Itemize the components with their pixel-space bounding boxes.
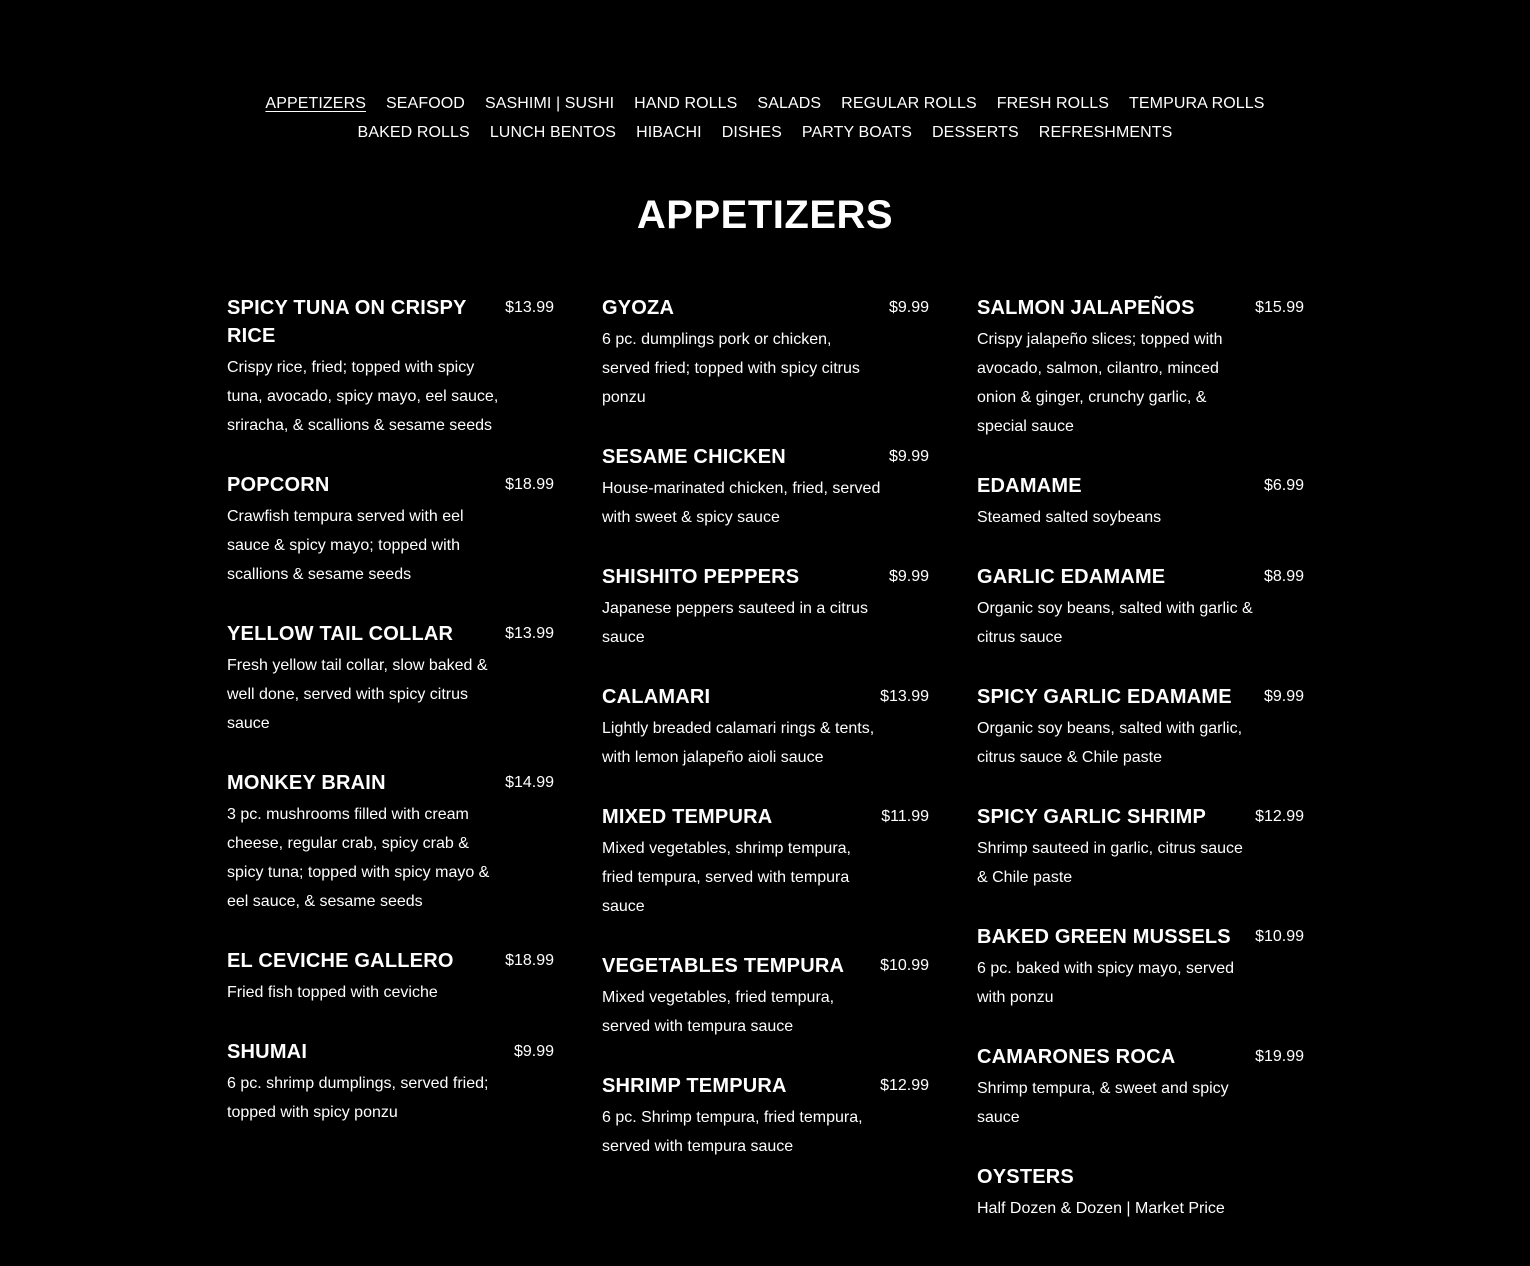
menu-item-header <box>602 952 929 980</box>
menu-item-header <box>227 947 554 975</box>
menu-columns <box>227 294 1304 1254</box>
nav-link-dishes[interactable]: DISHES <box>721 123 782 141</box>
menu-item <box>977 803 1304 892</box>
menu-item-name: SALMON JALAPEÑOS <box>977 297 1195 319</box>
menu-item-price: $15.99 <box>1255 299 1304 316</box>
menu-item-header <box>977 472 1304 500</box>
menu-item-name: GYOZA <box>602 297 675 319</box>
menu-item-description: Shrimp tempura, & sweet and spicy sauce <box>977 1080 1229 1126</box>
menu-item-price: $18.99 <box>505 476 554 493</box>
menu-item-name: EDAMAME <box>977 475 1082 497</box>
nav-link-refreshments[interactable]: REFRESHMENTS <box>1038 123 1173 141</box>
menu-item-name: CALAMARI <box>602 686 711 708</box>
menu-item-name: GARLIC EDAMAME <box>977 566 1166 588</box>
menu-item-header <box>602 803 929 831</box>
menu-item-name: BAKED GREEN MUSSELS <box>977 926 1231 948</box>
menu-item <box>602 294 929 412</box>
menu-item-name: SESAME CHICKEN <box>602 446 786 468</box>
menu-item-price: $19.99 <box>1255 1048 1304 1065</box>
menu-item-price: $9.99 <box>1263 688 1304 705</box>
nav-link-baked-rolls[interactable]: BAKED ROLLS <box>357 123 470 141</box>
menu-item-header <box>977 294 1304 322</box>
menu-item-price: $9.99 <box>888 568 929 585</box>
menu-item-header <box>977 1163 1304 1191</box>
menu-item <box>977 683 1304 772</box>
nav-link-seafood[interactable]: SEAFOOD <box>386 94 465 112</box>
menu-item-price: $6.99 <box>1263 477 1304 494</box>
menu-item-price: $13.99 <box>505 625 554 642</box>
menu-item-description: 3 pc. mushrooms filled with cream cheese, regular crab, spicy crab & spicy tuna; topped with spicy mayo & eel sauce, & sesame seeds <box>227 806 490 910</box>
menu-item <box>227 620 554 738</box>
menu-item-description: Half Dozen & Dozen | Market Price <box>977 1200 1225 1217</box>
menu-item-price: $13.99 <box>505 299 554 316</box>
menu-item-header <box>602 683 929 711</box>
menu-item-header <box>977 683 1304 711</box>
menu-item <box>602 803 929 921</box>
menu-item-price: $12.99 <box>880 1077 929 1094</box>
menu-item-header <box>602 294 929 322</box>
menu-item-header <box>602 563 929 591</box>
menu-item <box>227 471 554 589</box>
menu-item-header <box>227 1038 554 1066</box>
menu-item-name: SHUMAI <box>227 1041 308 1063</box>
menu-item-description: 6 pc. Shrimp tempura, fried tempura, served with tempura sauce <box>602 1109 863 1155</box>
menu-item-description: Organic soy beans, salted with garlic, citrus sauce & Chile paste <box>977 720 1243 766</box>
menu-item-name: CAMARONES ROCA <box>977 1046 1176 1068</box>
menu-item-description: Mixed vegetables, fried tempura, served with tempura sauce <box>602 989 835 1035</box>
menu-item <box>602 1072 929 1161</box>
category-nav <box>0 89 1530 147</box>
menu-item-header <box>977 563 1304 591</box>
menu-item-description: Shrimp sauteed in garlic, citrus sauce & Chile paste <box>977 840 1243 886</box>
menu-item-description: Steamed salted soybeans <box>977 509 1162 526</box>
menu-item-header <box>227 294 554 350</box>
menu-item-price: $9.99 <box>888 299 929 316</box>
category-nav-row-2 <box>0 118 1530 147</box>
menu-item <box>602 683 929 772</box>
nav-link-party-boats[interactable]: PARTY BOATS <box>801 123 913 141</box>
menu-item-description: 6 pc. shrimp dumplings, served fried; topped with spicy ponzu <box>227 1075 489 1121</box>
menu-item-price: $9.99 <box>513 1043 554 1060</box>
menu-item <box>977 1163 1304 1223</box>
menu-column-3 <box>977 294 1304 1254</box>
menu-item-description: Crispy rice, fried; topped with spicy tuna, avocado, spicy mayo, eel sauce, sriracha, & scallions & sesame seeds <box>227 359 499 434</box>
menu-item <box>602 443 929 532</box>
menu-item-price: $9.99 <box>888 448 929 465</box>
menu-item-name: MIXED TEMPURA <box>602 806 773 828</box>
menu-item-header <box>227 620 554 648</box>
menu-item-name: SPICY TUNA ON CRISPY RICE <box>227 297 467 347</box>
nav-link-appetizers[interactable]: APPETIZERS <box>265 94 366 112</box>
menu-item <box>227 947 554 1007</box>
menu-item-description: Mixed vegetables, shrimp tempura, fried tempura, served with tempura sauce <box>602 840 851 915</box>
menu-item-description: 6 pc. baked with spicy mayo, served with ponzu <box>977 960 1235 1006</box>
nav-link-hand-rolls[interactable]: HAND ROLLS <box>634 94 738 112</box>
menu-item-price: $8.99 <box>1263 568 1304 585</box>
menu-item-name: VEGETABLES TEMPURA <box>602 955 845 977</box>
nav-link-tempura-rolls[interactable]: TEMPURA ROLLS <box>1129 94 1265 112</box>
menu-item-header <box>602 1072 929 1100</box>
menu-item-header <box>602 443 929 471</box>
menu-item-name: EL CEVICHE GALLERO <box>227 950 454 972</box>
menu-item-description: Japanese peppers sauteed in a citrus sauce <box>602 600 868 646</box>
menu-column-2 <box>602 294 929 1254</box>
menu-item-name: SHRIMP TEMPURA <box>602 1075 787 1097</box>
menu-item-name: SPICY GARLIC SHRIMP <box>977 806 1207 828</box>
nav-link-desserts[interactable]: DESSERTS <box>932 123 1019 141</box>
menu-item-description: Fried fish topped with ceviche <box>227 984 438 1001</box>
menu-item-price: $18.99 <box>505 952 554 969</box>
nav-link-salads[interactable]: SALADS <box>757 94 822 112</box>
menu-item-header <box>977 923 1304 951</box>
menu-item-price: $10.99 <box>1255 928 1304 945</box>
menu-item <box>977 472 1304 532</box>
nav-link-sashimi-sushi[interactable]: SASHIMI | SUSHI <box>484 94 615 112</box>
menu-item-name: SPICY GARLIC EDAMAME <box>977 686 1232 708</box>
menu-item-price: $11.99 <box>881 808 929 825</box>
menu-column-1 <box>227 294 554 1254</box>
menu-item <box>227 294 554 440</box>
menu-item <box>977 563 1304 652</box>
menu-item-description: Crispy jalapeño slices; topped with avocado, salmon, cilantro, minced onion & ginger, crunchy garlic, & special sauce <box>977 331 1223 435</box>
menu-item <box>602 952 929 1041</box>
nav-link-hibachi[interactable]: HIBACHI <box>636 123 702 141</box>
menu-item <box>977 923 1304 1012</box>
nav-link-lunch-bentos[interactable]: LUNCH BENTOS <box>489 123 617 141</box>
menu-item-header <box>977 1043 1304 1071</box>
menu-item-price: $14.99 <box>505 774 554 791</box>
menu-item-name: OYSTERS <box>977 1166 1074 1188</box>
menu-item <box>602 563 929 652</box>
menu-item-name: MONKEY BRAIN <box>227 772 386 794</box>
nav-link-fresh-rolls[interactable]: FRESH ROLLS <box>996 94 1109 112</box>
menu-item-description: 6 pc. dumplings pork or chicken, served fried; topped with spicy citrus ponzu <box>602 331 860 406</box>
menu-item-price: $13.99 <box>880 688 929 705</box>
menu-item <box>227 1038 554 1127</box>
menu-item <box>227 769 554 916</box>
menu-item-price: $12.99 <box>1255 808 1304 825</box>
menu-item-description: Crawfish tempura served with eel sauce & spicy mayo; topped with scallions & sesame seeds <box>227 508 464 583</box>
menu-item-header <box>977 803 1304 831</box>
menu-item-header <box>227 769 554 797</box>
page-title: APPETIZERS <box>636 193 894 237</box>
menu-item-price: $10.99 <box>880 957 929 974</box>
menu-item-name: SHISHITO PEPPERS <box>602 566 800 588</box>
menu-item-header <box>227 471 554 499</box>
menu-item-description: Lightly breaded calamari rings & tents, with lemon jalapeño aioli sauce <box>602 720 875 766</box>
menu-item-description: Fresh yellow tail collar, slow baked & well done, served with spicy citrus sauce <box>227 657 488 732</box>
menu-item <box>977 294 1304 441</box>
nav-link-regular-rolls[interactable]: REGULAR ROLLS <box>841 94 977 112</box>
category-nav-row-1 <box>0 89 1530 118</box>
menu-item-description: Organic soy beans, salted with garlic & citrus sauce <box>977 600 1253 646</box>
menu-item-name: POPCORN <box>227 474 330 496</box>
menu-item-name: YELLOW TAIL COLLAR <box>227 623 454 645</box>
menu-item-description: House-marinated chicken, fried, served with sweet & spicy sauce <box>602 480 881 526</box>
menu-item <box>977 1043 1304 1132</box>
